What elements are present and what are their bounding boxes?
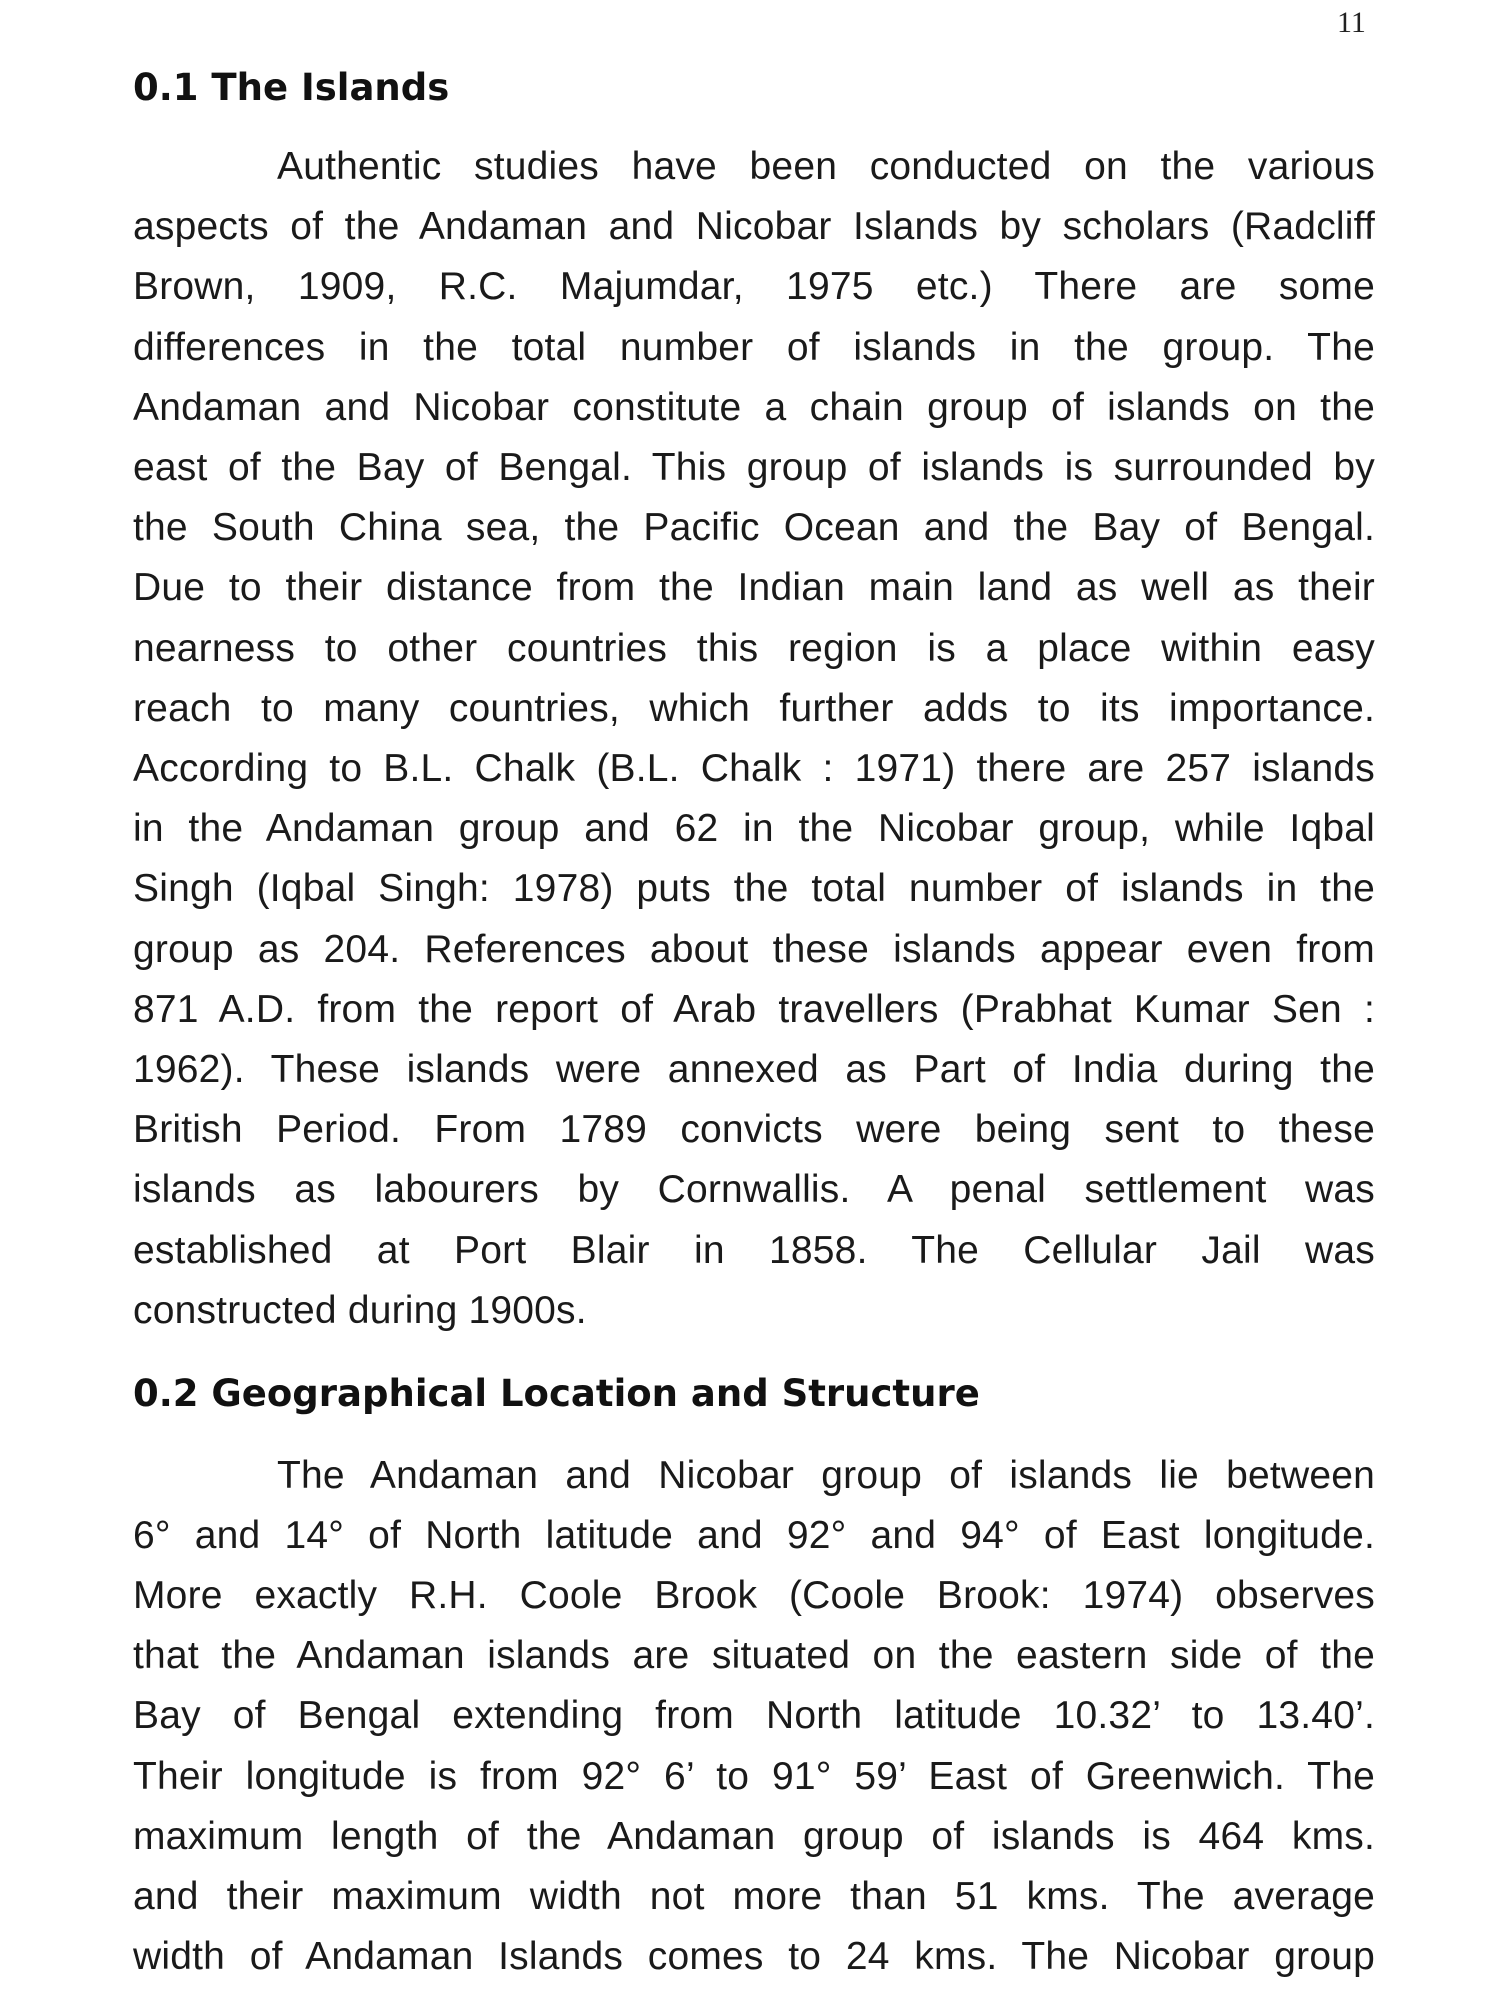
text-line: nearness to other countries this region is a place within easy — [133, 627, 1375, 670]
text-line: differences in the total number of islands in the group. The — [133, 326, 1375, 369]
text-line: in the Andaman group and 62 in the Nicobar group, while Iqbal — [133, 807, 1375, 850]
text-line: islands as labourers by Cornwallis. A penal settlement was — [133, 1168, 1375, 1211]
section-heading-geography: 0.2 Geographical Location and Structure — [133, 1372, 980, 1415]
text-line: The Andaman and Nicobar group of islands lie between — [277, 1454, 1375, 1497]
page-number: 11 — [1337, 6, 1366, 39]
text-line: and their maximum width not more than 51 kms. The average — [133, 1875, 1375, 1918]
text-line: Their longitude is from 92° 6’ to 91° 59’ East of Greenwich. The — [133, 1755, 1375, 1798]
text-line: Bay of Bengal extending from North latitude 10.32’ to 13.40’. — [133, 1694, 1375, 1737]
text-line: Authentic studies have been conducted on the various — [277, 145, 1375, 188]
text-line: 1962). These islands were annexed as Part of India during the — [133, 1048, 1375, 1091]
text-line: the South China sea, the Pacific Ocean and the Bay of Bengal. — [133, 506, 1375, 549]
text-line: aspects of the Andaman and Nicobar Islands by scholars (Radcliff — [133, 205, 1375, 248]
text-line: that the Andaman islands are situated on the eastern side of the — [133, 1634, 1375, 1677]
text-line: 6° and 14° of North latitude and 92° and 94° of East longitude. — [133, 1514, 1375, 1557]
text-line: maximum length of the Andaman group of islands is 464 kms. — [133, 1815, 1375, 1858]
section-heading-islands: 0.1 The Islands — [133, 66, 450, 109]
text-line: width of Andaman Islands comes to 24 kms. The Nicobar group — [133, 1935, 1375, 1978]
text-line: Due to their distance from the Indian main land as well as their — [133, 566, 1375, 609]
text-line: According to B.L. Chalk (B.L. Chalk : 1971) there are 257 islands — [133, 747, 1375, 790]
text-line: reach to many countries, which further adds to its importance. — [133, 687, 1375, 730]
text-line: established at Port Blair in 1858. The Cellular Jail was — [133, 1229, 1375, 1272]
text-line: Brown, 1909, R.C. Majumdar, 1975 etc.) There are some — [133, 265, 1375, 308]
text-line: constructed during 1900s. — [133, 1289, 587, 1332]
text-line: Andaman and Nicobar constitute a chain group of islands on the — [133, 386, 1375, 429]
text-line: east of the Bay of Bengal. This group of islands is surrounded by — [133, 446, 1375, 489]
text-line: group as 204. References about these islands appear even from — [133, 928, 1375, 971]
text-line: Singh (Iqbal Singh: 1978) puts the total number of islands in the — [133, 867, 1375, 910]
text-line: 871 A.D. from the report of Arab travellers (Prabhat Kumar Sen : — [133, 988, 1375, 1031]
text-line: British Period. From 1789 convicts were being sent to these — [133, 1108, 1375, 1151]
text-line: More exactly R.H. Coole Brook (Coole Brook: 1974) observes — [133, 1574, 1375, 1617]
